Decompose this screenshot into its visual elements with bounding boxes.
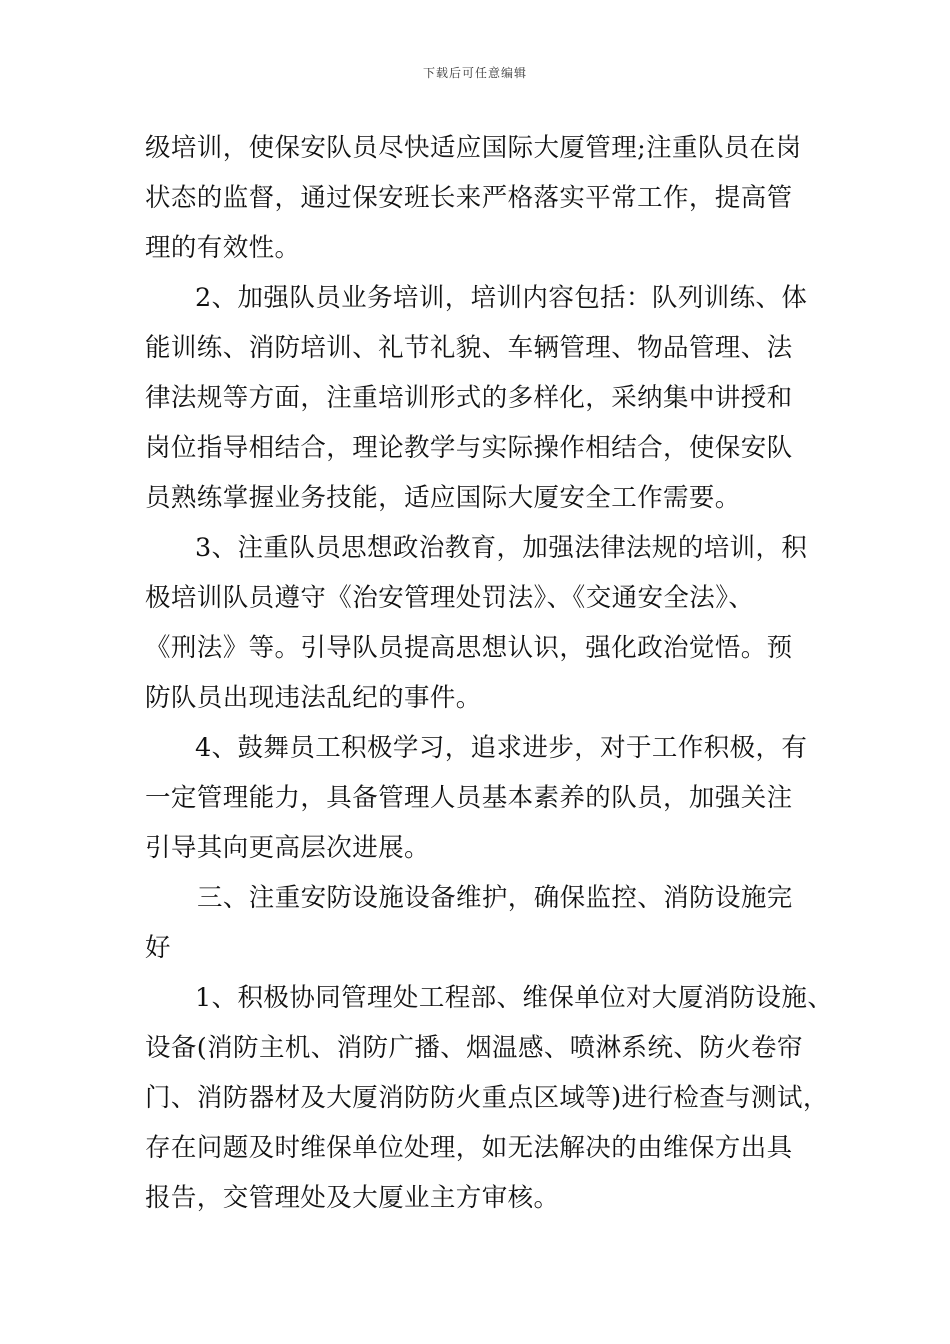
text-line: 1、积极协同管理处工程部、维保单位对大厦消防设施、 bbox=[195, 983, 834, 1013]
text-line: 极培训队员遵守《治安管理处罚法》、《交通安全法》、 bbox=[145, 583, 755, 613]
header-note: 下载后可任意编辑 bbox=[422, 66, 527, 80]
text-line: 引导其向更高层次进展。 bbox=[145, 833, 430, 863]
section-heading-line: 好 bbox=[145, 933, 171, 963]
text-line: 设备(消防主机、消防广播、烟温感、喷淋系统、防火卷帘 bbox=[145, 1033, 803, 1063]
text-line: 报告，交管理处及大厦业主方审核。 bbox=[145, 1183, 560, 1213]
section-heading-line: 三、注重安防设施设备维护，确保监控、消防设施完 bbox=[197, 883, 793, 913]
text-line: 3、注重队员思想政治教育，加强法律法规的培训，积 bbox=[195, 533, 808, 563]
text-line: 律法规等方面，注重培训形式的多样化，采纳集中讲授和 bbox=[145, 383, 793, 413]
text-line: 防队员出现违法乱纪的事件。 bbox=[145, 683, 482, 713]
text-line: 4、鼓舞员工积极学习，追求进步，对于工作积极，有 bbox=[195, 733, 808, 763]
text-line: 级培训，使保安队员尽快适应国际大厦管理;注重队员在岗 bbox=[145, 133, 802, 163]
text-line: 能训练、消防培训、礼节礼貌、车辆管理、物品管理、法 bbox=[145, 333, 793, 363]
text-line: 岗位指导相结合，理论教学与实际操作相结合，使保安队 bbox=[145, 433, 793, 463]
text-line: 员熟练掌握业务技能，适应国际大厦安全工作需要。 bbox=[145, 483, 741, 513]
text-line: 理的有效性。 bbox=[145, 233, 301, 263]
text-line: 《刑法》等。引导队员提高思想认识，强化政治觉悟。预 bbox=[145, 633, 793, 663]
text-line: 存在问题及时维保单位处理，如无法解决的由维保方出具 bbox=[145, 1133, 793, 1163]
text-line: 一定管理能力，具备管理人员基本素养的队员，加强关注 bbox=[145, 783, 793, 813]
text-line: 状态的监督，通过保安班长来严格落实平常工作，提高管 bbox=[145, 183, 793, 213]
text-line: 2、加强队员业务培训，培训内容包括：队列训练、体 bbox=[195, 283, 808, 313]
text-line: 门、消防器材及大厦消防防火重点区域等)进行检查与测试， bbox=[145, 1083, 829, 1113]
